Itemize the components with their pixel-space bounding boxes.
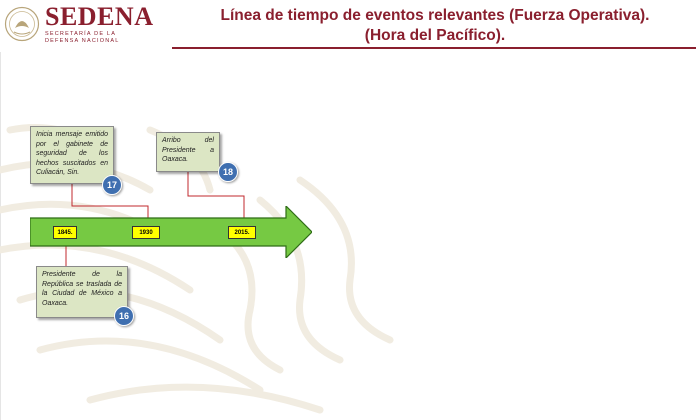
event-badge-18: 18 [218, 162, 238, 182]
year-label-1845: 1845. [53, 226, 77, 239]
page-title-line1: Línea de tiempo de eventos relevantes (Fuerza Operativa). [220, 7, 650, 24]
event-badge-16: 16 [114, 306, 134, 326]
event-note-16: Presidente de la República se traslada de la Ciudad de México a Oaxaca. [36, 266, 128, 318]
brand-subtitle-line2: DEFENSA NACIONAL [45, 38, 120, 44]
page-title-line2: (Hora del Pacífico). [364, 27, 506, 44]
event-note-17: Inicia mensaje emitido por el gabinete de seguridad de los hechos suscitados en Culiacán, Sin. [30, 126, 114, 184]
event-note-18: Arribo del Presidente a Oaxaca. [156, 132, 220, 172]
brand-subtitle-line1: SECRETARÍA DE LA [45, 31, 117, 37]
year-label-1930: 1930 [132, 226, 160, 239]
event-badge-17: 17 [102, 175, 122, 195]
brand-name: SEDENA [45, 2, 154, 31]
year-label-2015: 2015. [228, 226, 256, 239]
